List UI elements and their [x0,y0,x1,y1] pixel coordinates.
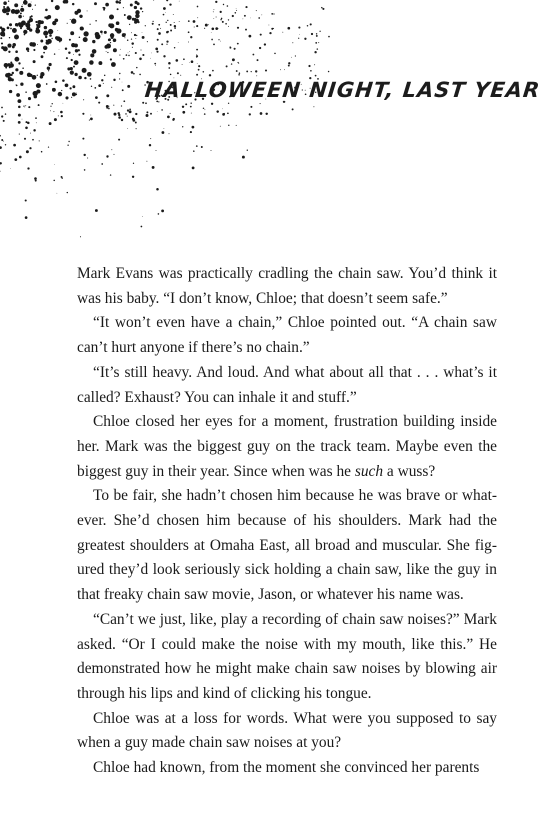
text-run: Chloe was at a loss for words. What were you supposed to say when a guy made chain saw noises at you? [77,709,497,752]
text-run: “Can’t we just, like, play a recording of chain saw noises?” Mark asked. “Or I could make the noise with my mouth, like this.” He demonstrated how he might make chain saw noises by blowing air through his lips and kind of clicking his tongue. [77,610,497,702]
ink-splatter-decoration [0,0,560,260]
text-run: Chloe had known, from the moment she convinced her parents [93,759,480,777]
text-run: “It won’t even have a chain,” Chloe pointed out. “A chain saw can’t hurt anyone if there’s no chain.” [77,314,497,357]
text-run: “It’s still heavy. And loud. And what about all that . . . what’s it called? Exhaust? You can inhale it and stuff.” [77,363,497,406]
text-run: a wuss? [383,462,436,480]
paragraph [77,410,497,484]
paragraph [77,484,497,608]
text-run: Mark Evans was practically cradling the chain saw. You’d think it was his baby. “I don’t know, Chloe; that doesn’t seem safe.” [77,265,497,307]
paragraph [77,311,497,360]
text-run: Chloe closed her eyes for a moment, frustration building inside her. Mark was the biggest guy on the track team. Maybe even the biggest guy in their year. Since when was he [77,413,497,480]
text-run: To be fair, she hadn’t chosen him because he was brave or whatever. She’d chosen him because of his shoulders. Mark had the greatest shoulders at Omaha East, all broad and muscular. She figured they’d look seriously sick holding a chain saw, like the guy in that freaky chain saw movie, Jason, or whatever his name was. [77,487,497,604]
italic-emphasis: such [354,462,384,480]
paragraph [77,262,497,311]
chapter-title: HALLOWEEN NIGHT, LAST YEAR [143,78,542,102]
paragraph [77,361,497,410]
paragraph [77,707,497,756]
chapter-body [77,262,497,781]
paragraph [77,756,497,781]
paragraph [77,608,497,707]
